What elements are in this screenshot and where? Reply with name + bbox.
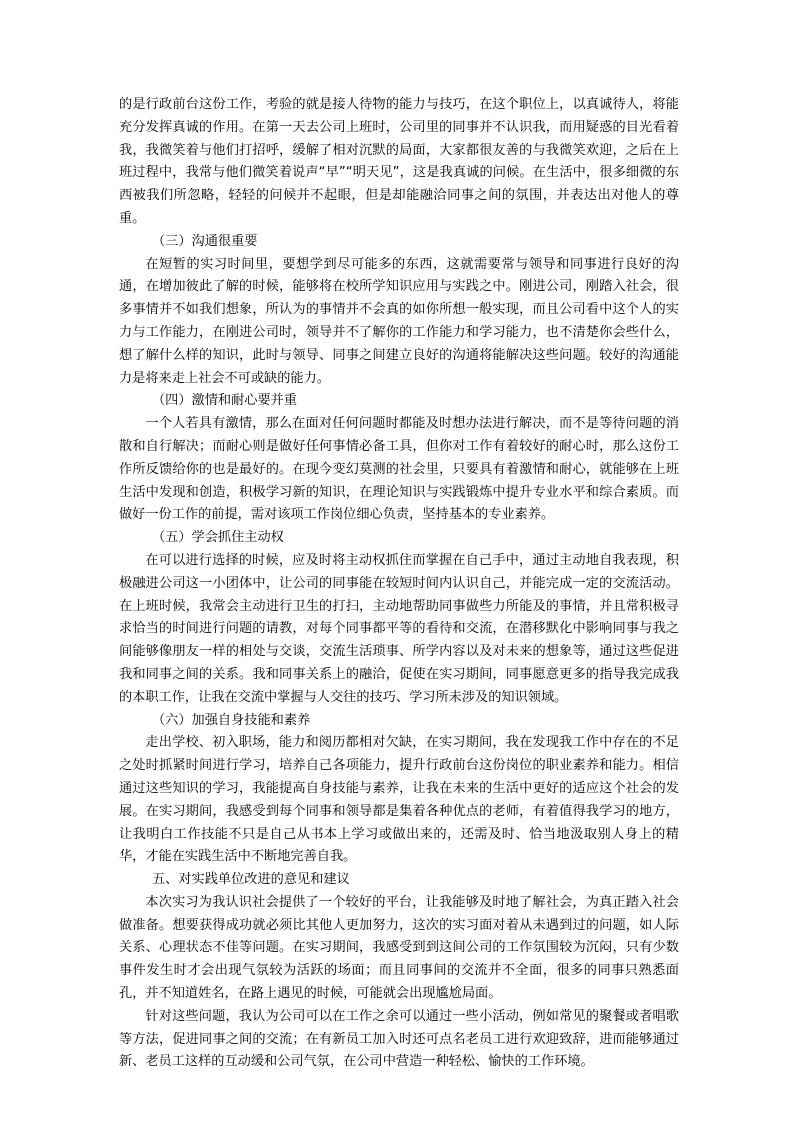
paragraph-passion-patience: 一个人若具有激情，那么在面对任何问题时都能及时想办法进行解决，而不是等待问题的消散和自行解决；而耐心则是做好任何事情必备工具，但你对工作有着较好的耐心时，那么这份工作所反馈给你的也是最好的。在现今变幻莫测的社会里，只要具有着激情和耐心，就能够在上班生活中发现和创造，积极学习新的知识，在理论知识与实践锻炼中提升专业水平和综合素质。而做好一份工作的前提，需对该项工作岗位细心负责，坚持基本的专业素养。 [119,416,679,523]
paragraph-suggestions-1: 本次实习为我认识社会提供了一个较好的平台，让我能够及时地了解社会，为真正踏入社会做准备。想要获得成功就必须比其他人更加努力，这次的实习面对着从未遇到过的问题，如人际关系、心理状态不佳等问题。在实习期间，我感受到到这间公司的工作氛围较为沉闷，只有少数事件发生时才会出现气氛较为活跃的场面；而且同事间的交流并不全面，很多的同事只熟悉面孔，并不知道姓名，在路上遇见的时候，可能就会出现尴尬局面。 [119,894,679,1002]
section-heading-suggestions: 五、对实践单位改进的意见和建议 [152,872,350,888]
document-page [119,94,679,1074]
paragraph-communication: 在短暂的实习时间里，要想学到尽可能多的东西，这就需要常与领导和同事进行良好的沟通，在增加彼此了解的时候，能够将在校所学知识应用与实践之中。刚进公司，刚踏入社会，很多事情并不如我们想象，所认为的事情并不会真的如你所想一般实现，而且公司看中这个人的实力与工作能力，在刚进公司时，领导并不了解你的工作能力和学习能力，也不清楚你会些什么，想了解什么样的知识，此时与领导、同事之间建立良好的沟通将能解决这些问题。较好的沟通能力是将来走上社会不可或缺的能力。 [119,256,679,386]
paragraph-skills: 走出学校、初入职场，能力和阅历都相对欠缺，在实习期间，我在发现我工作中存在的不足之处时抓紧时间进行学习，培养自己各项能力，提升行政前台这份岗位的职业素养和能力。相信通过这些知识的学习，我能提高自身技能与素养，让我在未来的生活中更好的适应这个社会的发展。在实习期间，我感受到每个同事和领导都是集着各种优点的老师，有着值得我学习的地方，让我明白工作技能不只是自己从书本上学习或做出来的，还需及时、恰当地汲取别人身上的精华，才能在实践生活中不断地完善自我。 [119,735,679,865]
paragraph-suggestions-2: 针对这些问题，我认为公司可以在工作之余可以通过一些小活动，例如常见的聚餐或者唱歌等方法，促进同事之间的交流；在有新员工加入时还可点名老员工进行欢迎致辞，进而能够通过新、老员工这样的互动缓和公司气氛，在公司中营造一种轻松、愉快的工作环境。 [119,1008,679,1070]
section-heading-skills: （六）加强自身技能和素养 [152,712,311,728]
section-heading-passion-patience: （四）激情和耐心要并重 [152,393,298,409]
paragraph-initiative: 在可以进行选择的时候，应及时将主动权抓住而掌握在自己手中，通过主动地自我表现，积极融进公司这一小团体中，让公司的同事能在较短时间内认识自己，并能完成一定的交流活动。在上班时候，我常会主动进行卫生的打扫，主动地帮助同事做些力所能及的事情，并且常积极寻求恰当的时间进行问题的请教，对每个同事都平等的看待和交流，在潜移默化中影响同事与我之间能够像朋友一样的相处与交谈，交流生活琐事、所学内容以及对未来的想象等，通过这些促进我和同事之间的关系。我和同事关系上的融洽，促使在实习期间，同事愿意更多的指导我完成我的本职工作，让我在交流中掌握与人交往的技巧、学习所未涉及的知识领域。 [119,552,679,705]
section-heading-communication: （三）沟通很重要 [152,233,258,249]
intro-paragraph: 的是行政前台这份工作，考验的就是接人待物的能力与技巧，在这个职位上，以真诚待人，将能充分发挥真诚的作用。在第一天去公司上班时，公司里的同事并不认识我，而用疑惑的目光看着我，我微笑着与他们打招呼，缓解了相对沉默的局面，大家都很友善的与我微笑欢迎，之后在上班过程中，我常与他们微笑着说声“早”“明天见”，这是我真诚的问候。在生活中，很多细微的东西被我们所忽略，轻轻的问候并不起眼，但是却能融洽同事之间的氛围，并表达出对他人的尊重。 [119,97,679,226]
section-heading-initiative: （五）学会抓住主动权 [152,530,284,546]
